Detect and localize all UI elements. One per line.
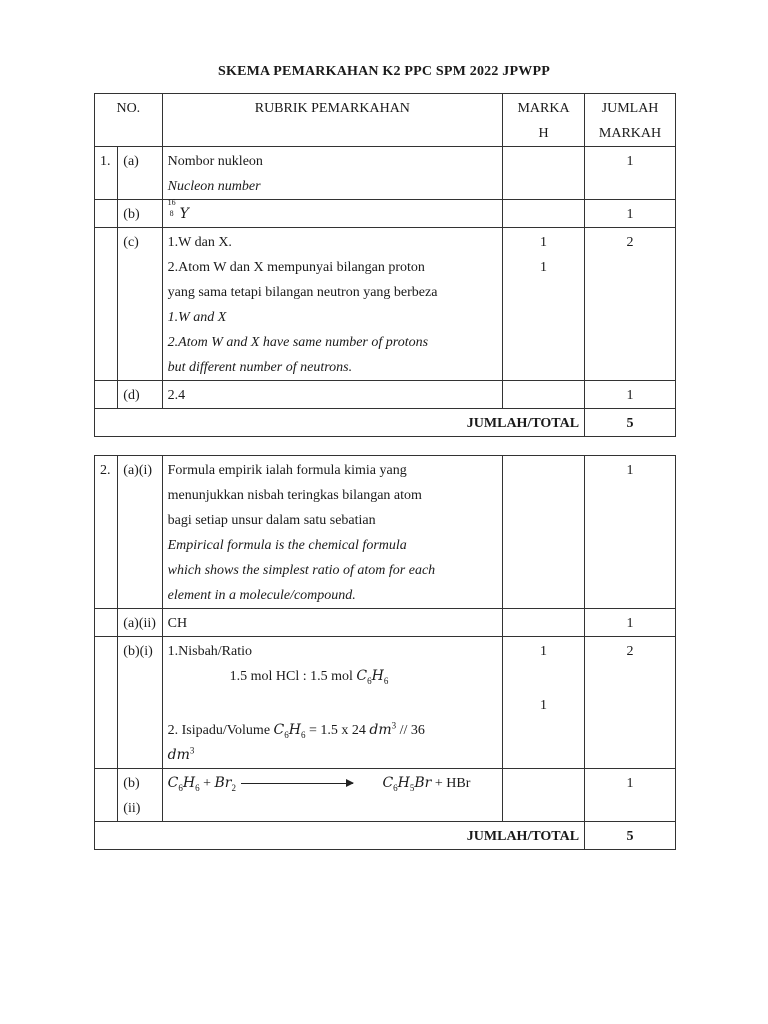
mark-cell: [503, 147, 585, 200]
answer-line-translation: 2.Atom W and X have same number of protons: [167, 335, 429, 350]
answer-line: Nombor nukleon: [167, 154, 263, 169]
total-cell: 1: [585, 200, 676, 228]
question-2-table: [94, 455, 676, 850]
header-total: [585, 94, 676, 147]
table-row-1b: [95, 200, 676, 228]
answer-line-translation: element in a molecule/compound.: [167, 588, 356, 603]
answer-line-translation: 1.W and X: [167, 310, 227, 325]
mark-cell: [503, 609, 585, 637]
total-cell: 2: [585, 228, 676, 381]
mark-cell: [503, 228, 585, 381]
question-number-empty: [95, 381, 118, 409]
element-symbol: Y: [179, 206, 189, 222]
formula-br: Br: [214, 775, 232, 791]
unit-dm: dm: [369, 722, 392, 738]
answer-line: 1.Nisbah/Ratio: [167, 644, 253, 659]
mark-value: 1: [540, 235, 548, 250]
proton-number: 8: [169, 209, 174, 218]
table-row-1c: [95, 228, 676, 381]
volume-calc: = 1.5 x 24: [308, 723, 366, 738]
formula-c-sub: 6: [178, 782, 183, 793]
question-number-empty: [95, 609, 118, 637]
header-total-line1: JUMLAH: [601, 101, 659, 116]
formula-h: H: [371, 668, 384, 684]
mark-cell: [503, 456, 585, 609]
mark-cell: [503, 200, 585, 228]
answer-cell: [162, 200, 502, 228]
plus-sign: +: [203, 776, 211, 791]
reaction-arrow-icon: [241, 783, 353, 784]
answer-line-translation: which shows the simplest ratio of atom for each: [167, 563, 436, 578]
product-br: Br: [414, 775, 432, 791]
question-1-table: [94, 93, 676, 437]
volume-alt: // 36: [399, 723, 425, 738]
total-cell: 1: [585, 769, 676, 822]
mark-value: 1: [540, 260, 548, 275]
answer-cell: [162, 637, 502, 769]
answer-line: 1.W dan X.: [167, 235, 232, 250]
header-rubric: RUBRIK PEMARKAHAN: [162, 94, 502, 147]
total-cell: 1: [585, 609, 676, 637]
mark-cell: [503, 769, 585, 822]
answer-line-translation: but different number of neutrons.: [167, 360, 353, 375]
question-number: 1.: [95, 147, 118, 200]
formula-c: C: [167, 775, 179, 791]
sub-label: (b): [118, 200, 162, 228]
sub-label: (b)(ii): [118, 769, 162, 822]
question-number-empty: [95, 228, 118, 381]
sub-label: (b)(i): [118, 637, 162, 769]
table-row-2bi: [95, 637, 676, 769]
question-number-empty: [95, 769, 118, 822]
total-row: [95, 409, 676, 437]
table-row-1a: [95, 147, 676, 200]
header-marks-line2: H: [538, 126, 549, 141]
unit-dm-sup: 3: [189, 745, 195, 756]
mark-cell: [503, 381, 585, 409]
answer-line: menunjukkan nisbah teringkas bilangan atom: [167, 488, 422, 503]
table-row-1d: [95, 381, 676, 409]
formula-c-sub: 6: [367, 675, 372, 686]
volume-line-cont: [167, 745, 195, 763]
formula-h-sub: 6: [383, 675, 389, 686]
formula-c: C: [273, 722, 285, 738]
answer-cell: 2.4: [162, 381, 502, 409]
unit-dm-sup: 3: [391, 720, 397, 731]
answer-cell: [162, 456, 502, 609]
formula-h-sub: 6: [300, 729, 306, 740]
formula-h: H: [288, 722, 301, 738]
product-c-sub: 6: [393, 782, 398, 793]
answer-cell: [162, 769, 502, 822]
answer-cell: CH: [162, 609, 502, 637]
answer-line: Formula empirik ialah formula kimia yang: [167, 463, 407, 478]
sub-label: (a)(i): [118, 456, 162, 609]
header-total-line2: MARKAH: [598, 126, 662, 141]
question-number-empty: [95, 637, 118, 769]
sub-label: (d): [118, 381, 162, 409]
answer-line: 2.Atom W dan X mempunyai bilangan proton: [167, 260, 425, 275]
product-c: C: [382, 775, 394, 791]
formula-c: C: [356, 668, 368, 684]
grand-total: 5: [585, 822, 676, 850]
header-marks-line1: MARKA: [517, 101, 570, 116]
total-label: JUMLAH/TOTAL: [95, 409, 585, 437]
sub-label: (a)(ii): [118, 609, 162, 637]
volume-line: [167, 720, 425, 740]
table-row-2bii: [95, 769, 676, 822]
product-h-sub: 5: [409, 782, 415, 793]
total-cell: 1: [585, 381, 676, 409]
mark-value: 1: [540, 644, 548, 659]
answer-cell: [162, 147, 502, 200]
formula-h: H: [182, 775, 196, 791]
answer-line-translation: Nucleon number: [167, 179, 261, 194]
product-h: H: [397, 775, 410, 791]
total-cell: 2: [585, 637, 676, 769]
answer-line-translation: Empirical formula is the chemical formula: [167, 538, 407, 553]
ratio-line: [168, 664, 389, 689]
unit-dm: dm: [167, 747, 190, 763]
answer-line: bagi setiap unsur dalam satu sebatian: [167, 513, 376, 528]
table-row-2aii: [95, 609, 676, 637]
question-number-empty: [95, 200, 118, 228]
answer-line: yang sama tetapi bilangan neutron yang berbeza: [167, 285, 438, 300]
mark-value: 1: [540, 698, 548, 713]
formula-c-sub: 6: [284, 729, 289, 740]
mass-number: 16: [167, 198, 176, 207]
header-marks: [503, 94, 585, 147]
sub-label: (a): [118, 147, 162, 200]
sub-label: (c): [118, 228, 162, 381]
nuclide-notation: [167, 198, 180, 222]
volume-text: 2. Isipadu/Volume: [167, 723, 271, 738]
product-tail: + HBr: [434, 776, 471, 791]
mark-cell: [503, 637, 585, 769]
total-cell: 1: [585, 147, 676, 200]
formula-h-sub: 6: [195, 782, 200, 793]
ratio-text: 1.5 mol HCl : 1.5 mol: [229, 669, 353, 684]
total-label: JUMLAH/TOTAL: [95, 822, 585, 850]
total-row: [95, 822, 676, 850]
header-no: NO.: [95, 94, 163, 147]
answer-cell: [162, 228, 502, 381]
total-cell: 1: [585, 456, 676, 609]
page-title: SKEMA PEMARKAHAN K2 PPC SPM 2022 JPWPP: [218, 64, 550, 79]
table-row-2ai: [95, 456, 676, 609]
grand-total: 5: [585, 409, 676, 437]
formula-br-sub: 2: [231, 782, 236, 793]
question-number: 2.: [95, 456, 118, 609]
header-row: [95, 94, 676, 147]
